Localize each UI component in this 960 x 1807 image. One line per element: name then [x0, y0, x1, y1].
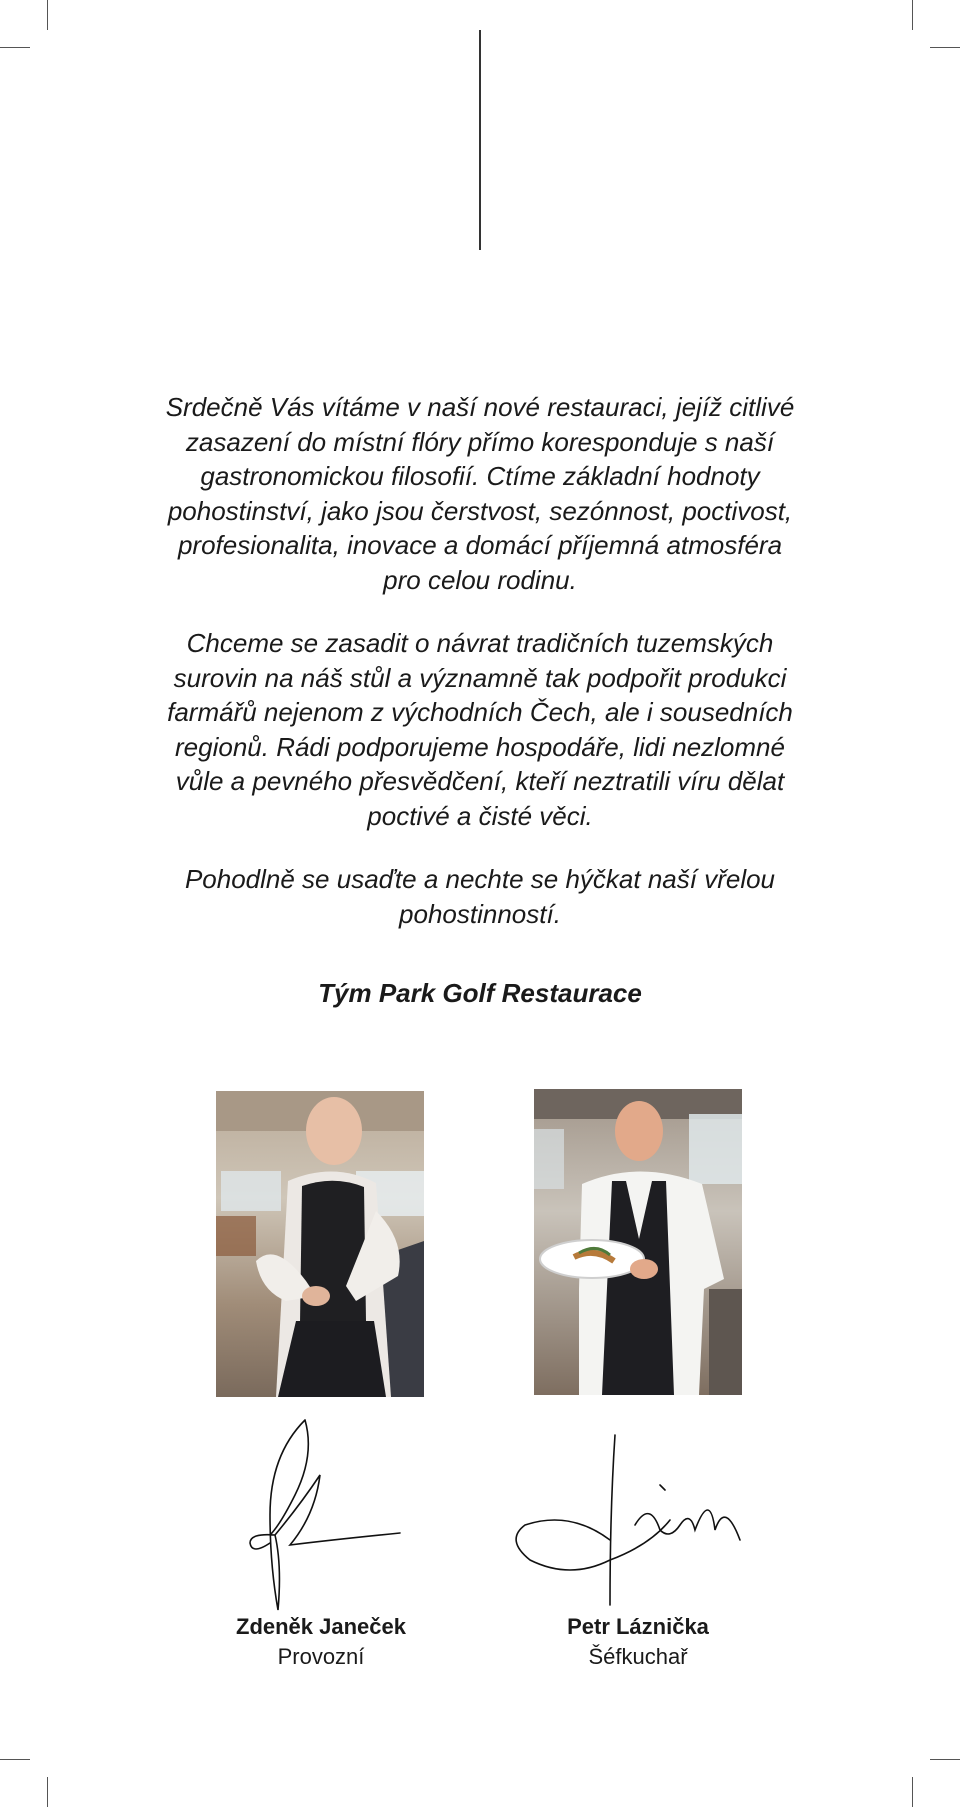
chef-photo — [534, 1089, 742, 1395]
chef-role: Šéfkuchař — [588, 1644, 688, 1669]
manager-name: Zdeněk Janeček — [236, 1614, 406, 1639]
center-rule — [479, 30, 481, 250]
welcome-text — [160, 390, 800, 960]
crop-mark — [47, 0, 48, 30]
crop-mark — [47, 1777, 48, 1807]
welcome-paragraph: Pohodlně se usaďte a nechte se hýčkat naší vřelou pohostinností. — [184, 864, 776, 929]
manager-role: Provozní — [277, 1644, 365, 1669]
crop-mark — [930, 1759, 960, 1760]
chef-credit — [488, 1612, 788, 1672]
manager-credit — [171, 1612, 471, 1672]
crop-mark — [912, 0, 913, 30]
crop-mark — [0, 47, 30, 48]
welcome-paragraph: Chceme se zasadit o návrat tradičních tuzemských surovin na náš stůl a významně tak podpořit produkci farmářů nejenom z východních Čech, ale i sousedních regionů. Rádi podporujeme hospodáře, lidi nezlomné vůle a pevného přesvědčení, kteří neztratili víru dělat poctivé a čisté věci. — [167, 628, 793, 831]
crop-mark — [0, 1759, 30, 1760]
crop-mark — [912, 1777, 913, 1807]
manager-signature — [240, 1415, 410, 1615]
chef-name: Petr Láznička — [567, 1614, 709, 1639]
team-signature: Tým Park Golf Restaurace — [318, 978, 642, 1008]
manager-photo — [216, 1091, 424, 1397]
welcome-paragraph: Srdečně Vás vítáme v naší nové restauraci, jejíž citlivé zasazení do místní flóry přímo koresponduje s naší gastronomickou filosofií. Ctíme základní hodnoty pohostinství, jako jsou čerstvost, sezónnost, poctivost, profesionalita, inovace a domácí příjemná atmosféra pro celou rodinu. — [165, 392, 795, 595]
chef-signature — [510, 1430, 760, 1610]
crop-mark — [930, 47, 960, 48]
